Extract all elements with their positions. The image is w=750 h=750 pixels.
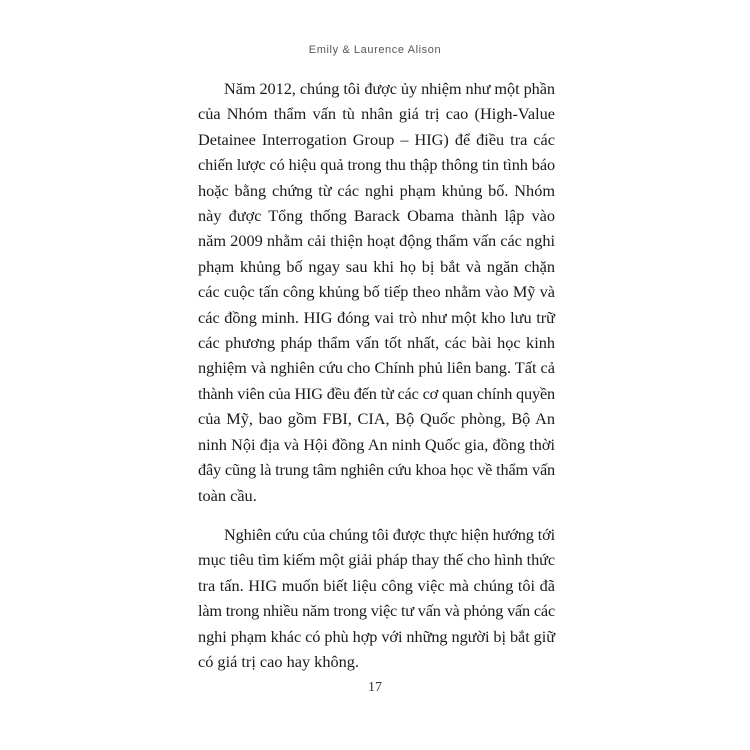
paragraph-line: Nghiên cứu của chúng tôi được thực hiện hướng tới xyxy=(224,524,556,544)
paragraph-line: các đồng minh. HIG đóng vai trò như một kho lưu trữ xyxy=(198,307,555,327)
paragraph-line: ninh Nội địa và Hội đồng An ninh Quốc gia, đồng thời xyxy=(198,434,555,454)
paragraph-line: mục tiêu tìm kiếm một giải pháp thay thế cho hình thức xyxy=(198,550,555,570)
paragraph-line: các phương pháp thẩm vấn tốt nhất, các bài học kinh xyxy=(198,333,555,353)
paragraph-line: nghiệm và nghiên cứu cho Chính phủ liên bang. Tất cả xyxy=(198,358,555,378)
paragraph-line: các cuộc tấn công khủng bố tiếp theo nhằm vào Mỹ và xyxy=(198,282,555,302)
paragraph-line: của Mỹ, bao gồm FBI, CIA, Bộ Quốc phòng, Bộ An xyxy=(198,409,555,429)
paragraph-1 xyxy=(198,76,555,508)
paragraph-line: Năm 2012, chúng tôi được ủy nhiệm như một phần xyxy=(224,79,555,98)
running-head: Emily & Laurence Alison xyxy=(308,44,442,56)
paragraph-2 xyxy=(198,522,555,674)
page-number: 17 xyxy=(368,680,382,695)
paragraph-line: có giá trị cao hay không. xyxy=(198,651,359,671)
paragraph-line: chiến lược có hiệu quả trong thu thập thông tin tình báo xyxy=(198,155,556,175)
paragraph-line: nghi phạm khác có phù hợp với những người bị bắt giữ xyxy=(198,626,555,646)
paragraph-line: Detainee Interrogation Group – HIG) để điều tra các xyxy=(198,129,555,149)
paragraph-line: tra tấn. HIG muốn biết liệu công việc mà chúng tôi đã xyxy=(198,575,555,595)
paragraph-line: làm trong nhiều năm trong việc tư vấn và phỏng vấn các xyxy=(198,601,555,621)
paragraph-line: toàn cầu. xyxy=(198,485,257,505)
paragraph-line: đây cũng là trung tâm nghiên cứu khoa học về thẩm vấn xyxy=(198,460,555,480)
body-text xyxy=(198,76,555,674)
paragraph-line: hoặc bằng chứng từ các nghi phạm khủng bố. Nhóm xyxy=(198,180,555,200)
paragraph-line: năm 2009 nhằm cải thiện hoạt động thẩm vấn các nghi xyxy=(198,231,555,251)
paragraph-line: phạm khủng bố ngay sau khi họ bị bắt và ngăn chặn xyxy=(198,256,555,276)
paragraph-line: này được Tổng thống Barack Obama thành lập vào xyxy=(198,206,555,226)
paragraph-line: của Nhóm thẩm vấn tù nhân giá trị cao (High-Value xyxy=(198,104,555,124)
paragraph-line: thành viên của HIG đều đến từ các cơ quan chính quyền xyxy=(198,383,555,403)
